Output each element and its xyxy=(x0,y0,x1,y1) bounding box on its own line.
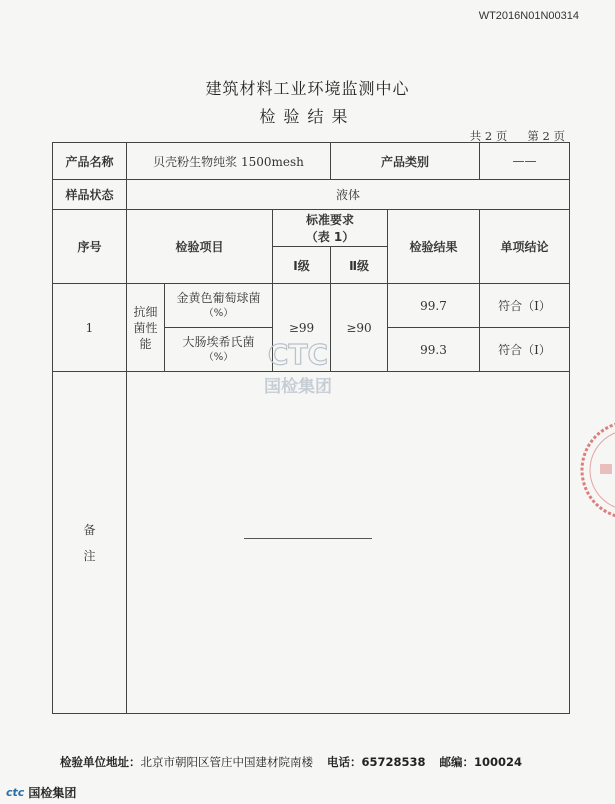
row-number: 1 xyxy=(53,284,127,372)
address-value: 北京市朝阳区管庄中国建材院南楼 xyxy=(140,755,313,769)
col-header-conclusion: 单项结论 xyxy=(480,210,570,284)
item-category-line: 菌性 xyxy=(133,320,158,335)
remarks-label xyxy=(53,372,127,714)
test-result: 99.7 xyxy=(388,284,480,328)
item-conclusion: 符合（Ⅰ） xyxy=(480,328,570,372)
col-header-grade1: Ⅰ级 xyxy=(273,247,331,284)
remarks-row xyxy=(53,372,570,714)
item-category xyxy=(127,284,165,372)
remarks-char: 注 xyxy=(83,548,96,563)
report-subtitle: 检验结果 xyxy=(259,107,356,126)
col-header-result: 检验结果 xyxy=(388,210,480,284)
product-category-value: —— xyxy=(480,143,570,180)
stamp-text: 国检集团 xyxy=(264,377,332,397)
current-page: 第 2 页 xyxy=(527,129,565,143)
item-name-cell xyxy=(165,328,273,372)
remarks-content xyxy=(127,372,570,714)
product-name-label: 产品名称 xyxy=(53,143,127,180)
sample-state-value: 液体 xyxy=(127,180,570,210)
item-unit: （%） xyxy=(203,307,234,319)
item-name: 大肠埃希氏菌 xyxy=(182,334,255,349)
item-category-line: 抗细 xyxy=(133,304,158,319)
postcode-value: 100024 xyxy=(474,755,523,769)
sample-state-row xyxy=(53,180,570,210)
test-result: 99.3 xyxy=(388,328,480,372)
grade1-requirement: ≥99 xyxy=(273,284,331,372)
company-logo xyxy=(6,784,76,801)
total-pages: 共 2 页 xyxy=(469,129,508,143)
phone-label: 电话： xyxy=(327,755,362,769)
col-header-no: 序号 xyxy=(53,210,127,284)
col-header-item: 检验项目 xyxy=(127,210,273,284)
item-name-cell xyxy=(165,284,273,328)
document-id: WT2016N01N00314 xyxy=(478,10,579,22)
sample-state-label: 样品状态 xyxy=(53,180,127,210)
remarks-char: 备 xyxy=(83,522,96,537)
footer xyxy=(60,754,522,770)
item-category-line: 能 xyxy=(139,336,152,351)
org-title: 建筑材料工业环境监测中心 xyxy=(205,79,410,98)
stamp-mark: CTC xyxy=(267,338,329,371)
item-unit: （%） xyxy=(203,351,234,363)
item-conclusion: 符合（Ⅰ） xyxy=(480,284,570,328)
result-table xyxy=(52,142,570,714)
phone-value: 65728538 xyxy=(361,755,426,769)
standard-label: 标准要求 xyxy=(306,213,355,227)
grade2-requirement: ≥90 xyxy=(331,284,388,372)
red-seal-fragment xyxy=(570,420,615,520)
item-name: 金黄色葡萄球菌 xyxy=(176,290,261,305)
blank-remarks-line xyxy=(244,538,372,539)
logo-text: 国检集团 xyxy=(28,786,77,800)
postcode-label: 邮编： xyxy=(439,755,475,769)
table-row xyxy=(53,284,570,328)
address-label: 检验单位地址： xyxy=(60,755,141,769)
col-header-standard xyxy=(273,210,388,247)
col-header-grade2: Ⅱ级 xyxy=(331,247,388,284)
standard-table-ref: （表 1） xyxy=(305,230,355,244)
product-name-value: 贝壳粉生物纯浆 1500mesh xyxy=(127,143,331,180)
product-name-row xyxy=(53,143,570,180)
product-category-label: 产品类别 xyxy=(331,143,480,180)
header-row-1 xyxy=(53,210,570,247)
ctc-logo-icon: ctc xyxy=(6,786,25,799)
